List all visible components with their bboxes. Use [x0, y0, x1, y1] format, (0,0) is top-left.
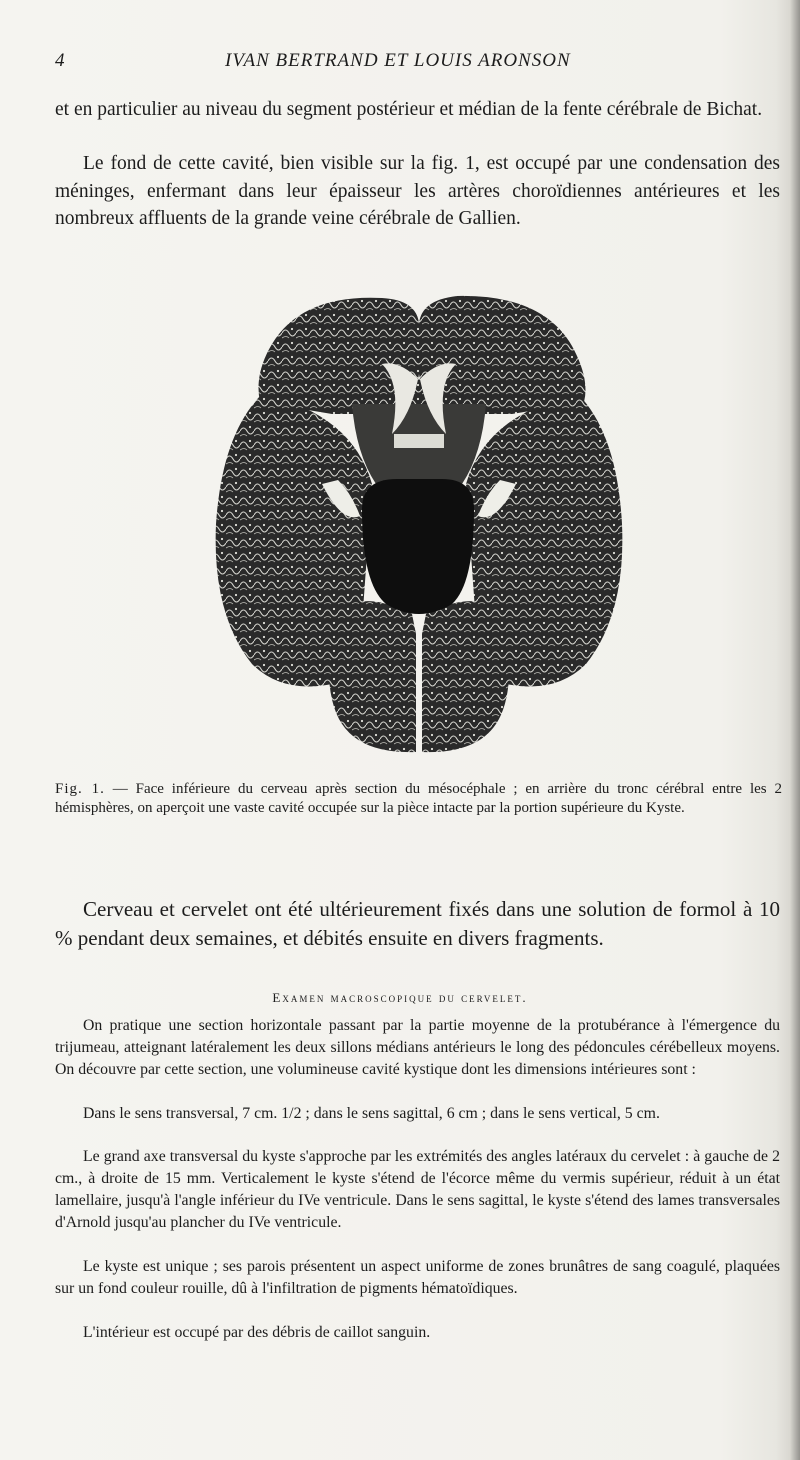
page-edge-shadow [790, 0, 800, 1460]
paragraph-block-6 [55, 1146, 780, 1234]
mammillary-region [394, 434, 444, 448]
paragraph-8: L'intérieur est occupé par des débris de caillot sanguin. [83, 1324, 431, 1341]
figure-caption-text: — Face inférieure du cerveau après section du mésocéphale ; en arrière du tronc cérébral entre les 2 hémisphères, on aperçoit une vaste cavité occupée sur la pièce intacte par la portion supérieure du Kyste. [55, 781, 782, 816]
page-header [55, 50, 760, 76]
brain-inferior-view-image [212, 284, 626, 756]
paragraph-7: Le kyste est unique ; ses parois présentent un aspect uniforme de zones brunâtres de sang coagulé, plaquées sur un fond couleur rouille, dû à l'infiltration de pigments hématoïdiques. [55, 1258, 780, 1297]
paragraph-continuation [55, 96, 780, 124]
page-number: 4 [55, 50, 66, 71]
left-occipital-lobe [329, 601, 416, 752]
right-occipital-lobe [422, 601, 509, 752]
paragraph-2: Le fond de cette cavité, bien visible sur la fig. 1, est occupé par une condensation des méninges, enfermant dans leur épaisseur les artères choroïdiennes antérieures et les nombreux affluents de la grande veine cérébrale de Gallien. [55, 153, 780, 229]
cyst-cavity [362, 479, 474, 614]
paragraph-block-3 [55, 895, 780, 953]
brain-photograph [212, 284, 626, 756]
figure-label: Fig. 1. [55, 781, 105, 797]
paragraph-1: et en particulier au niveau du segment postérieur et médian de la fente cérébrale de Bichat. [55, 99, 763, 120]
section-heading: Examen macroscopique du cervelet. [272, 990, 528, 1005]
running-title: IVAN BERTRAND ET LOUIS ARONSON [225, 50, 571, 71]
paragraph-block-4 [55, 1015, 780, 1081]
frontal-lobes [259, 296, 586, 414]
paragraph-5: Dans le sens transversal, 7 cm. 1/2 ; dans le sens sagittal, 6 cm ; dans le sens vertical, 5 cm. [83, 1105, 660, 1122]
paragraph-6: Le grand axe transversal du kyste s'approche par les extrémités des angles latéraux du cervelet : à gauche de 2 cm., à droite de 15 mm. Verticalement le kyste s'étend de l'écorce même du vermis supérieur, réduit à un état lamellaire, jusqu'à l'angle inférieur du IVe ventricule. Dans le sens sagittal, le kyste s'étend des lames transversales d'Arnold jusqu'au plancher du IVe ventricule. [55, 1148, 780, 1231]
paragraph-block-5 [55, 1103, 780, 1125]
paragraph-4: On pratique une section horizontale passant par la partie moyenne de la protubérance à l'émergence du trijumeau, atteignant latéralement les deux sillons médians antérieurs le long des pédoncules cérébelleux moyens. On découvre par cette section, une volumineuse cavité kystique dont les dimensions intérieures sont : [55, 1017, 780, 1078]
paragraph-block-8 [55, 1322, 780, 1344]
paragraph-3: Cerveau et cervelet ont été ultérieurement fixés dans une solution de formol à 10 % pendant deux semaines, et débités ensuite en divers fragments. [55, 897, 780, 950]
paragraph-block-2 [55, 150, 780, 233]
paragraph-block-7 [55, 1256, 780, 1300]
figure-caption [55, 780, 782, 818]
